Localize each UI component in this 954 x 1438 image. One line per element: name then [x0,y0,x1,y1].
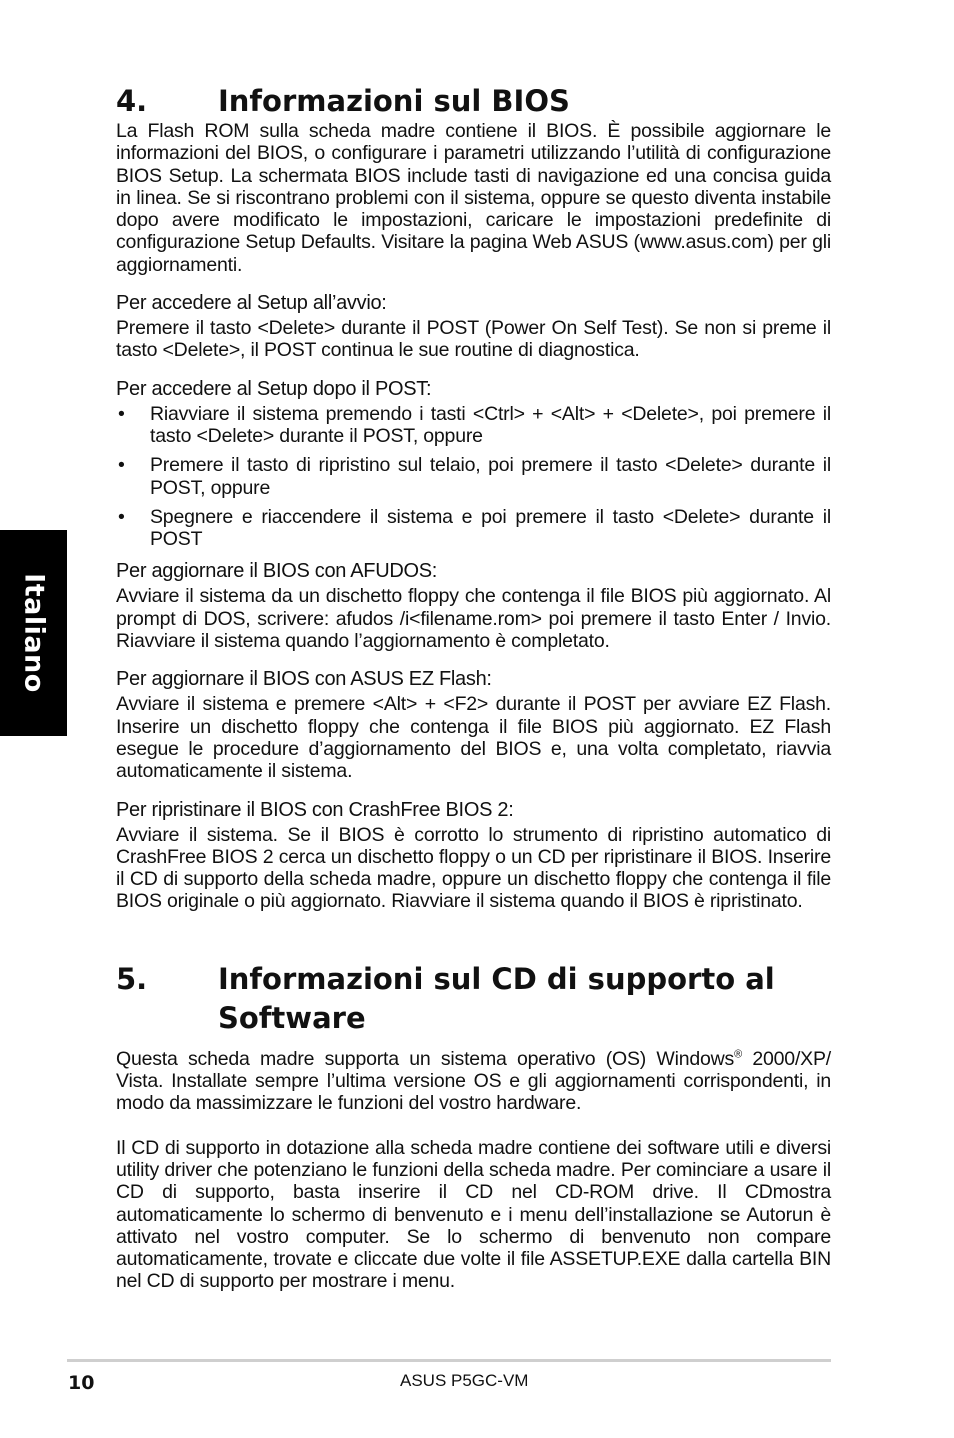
page-content [116,82,831,1293]
afudos-heading: Per aggiornare il BIOS con AFUDOS: [116,560,438,583]
startup-setup-text: Premere il tasto <Delete> durante il POST (Power On Self Test). Se non si preme il tasto <Delete>, il POST continua le sue routine di diagnostica. [116,317,831,362]
list-item-text: Premere il tasto di ripristino sul telaio, poi premere il tasto <Delete> durante il POST, oppure [150,454,831,499]
footer-divider [67,1359,831,1362]
bullet-icon: • [118,402,125,425]
bullet-icon: • [118,505,125,528]
section-4-number: 4. [116,84,148,118]
section-4-title: Informazioni sul BIOS [218,84,570,118]
bios-intro-paragraph: La Flash ROM sulla scheda madre contiene il BIOS. È possibile aggiornare le informazioni del BIOS, o configurare i parametri utilizzando l’utilità di configurazione BIOS Setup. La schermata BIOS include tasti di navigazione ed una concisa guida in linea. Se si riscontrano problemi con il sistema, oppure se questo diventa instabile dopo avere modificato le impostazioni, caricare le impostazioni predefinite di configurazione Setup Defaults. Visitare la pagina Web ASUS (www.asus.com) per gli aggiornamenti. [116,120,831,276]
list-item [116,506,831,551]
section-5-title: Informazioni sul CD di supporto al Software [218,961,775,1035]
section-support-cd [116,960,831,1293]
section-bios-info [116,82,831,913]
crashfree-text: Avviare il sistema. Se il BIOS è corrotto lo strumento di ripristino automatico di CrashFree BIOS 2 cerca un dischetto floppy o un CD per ripristinare il BIOS. Inserire il CD di supporto della scheda madre, oppure un dischetto floppy che contenga il file BIOS originale o più aggiornato. Riavviare il sistema quando il BIOS è ripristinato. [116,823,831,913]
registered-mark: ® [734,1048,743,1061]
language-side-tab [0,530,67,736]
os-support-text-b: 2000/XP/ Vista. Installate sempre l’ultima versione OS e gli aggiornamenti corrispondenti, in modo da massimizzare le funzioni del vostro hardware. [116,1047,831,1115]
section-5-heading [116,960,831,1038]
crashfree-heading: Per ripristinare il BIOS con CrashFree BIOS 2: [116,798,514,821]
afudos-text: Avviare il sistema da un dischetto floppy che contenga il file BIOS più aggiornato. Al prompt di DOS, scrivere: afudos /i<filename.rom> poi premere il tasto Enter / Invio. Riavviare il sistema quando l’aggiornamento è completato. [116,585,831,653]
section-4-heading [116,82,831,120]
language-label: Italiano [18,573,49,693]
list-item-text: Spegnere e riaccendere il sistema e poi premere il tasto <Delete> durante il POST [150,505,831,551]
bullet-icon: • [118,454,125,477]
list-item [116,454,831,499]
os-support-paragraph [116,1048,831,1115]
page-number: 10 [68,1372,95,1394]
ezflash-heading: Per aggiornare il BIOS con ASUS EZ Flash: [116,668,492,691]
section-5-number: 5. [116,961,148,996]
post-setup-list [116,403,831,551]
support-cd-paragraph: Il CD di supporto in dotazione alla scheda madre contiene dei software utili e diversi utility driver che potenziano le funzioni della scheda madre. Per cominciare a usare il CD di supporto, basta inserire il CD nel CD-ROM drive. Il CDmostra automaticamente lo schermo di benvenuto e i menu dell’installazione se Autorun è attivato nel vostro computer. Se lo schermo di benvenuto non compare automaticamente, trovate e cliccate due volte il file ASSETUP.EXE dalla cartella BIN nel CD di supporto per mostrare i menu. [116,1136,831,1293]
ezflash-text: Avviare il sistema e premere <Alt> + <F2> durante il POST per avviare EZ Flash. Inserire un dischetto floppy che contenga il file BIOS più aggiornato. EZ Flash esegue le procedure d’aggiornamento del BIOS e, una volta completato, riavvia automaticamente il sistema. [116,693,831,783]
list-item [116,403,831,448]
footer-product-title: ASUS P5GC-VM [400,1371,529,1390]
post-setup-heading: Per accedere al Setup dopo il POST: [116,377,432,400]
startup-setup-heading: Per accedere al Setup all’avvio: [116,292,387,315]
list-item-text: Riavviare il sistema premendo i tasti <Ctrl> + <Alt> + <Delete>, poi premere il tasto <Delete> durante il POST, oppure [150,402,831,447]
os-support-text-a: Questa scheda madre supporta un sistema operativo (OS) Windows [116,1047,735,1070]
